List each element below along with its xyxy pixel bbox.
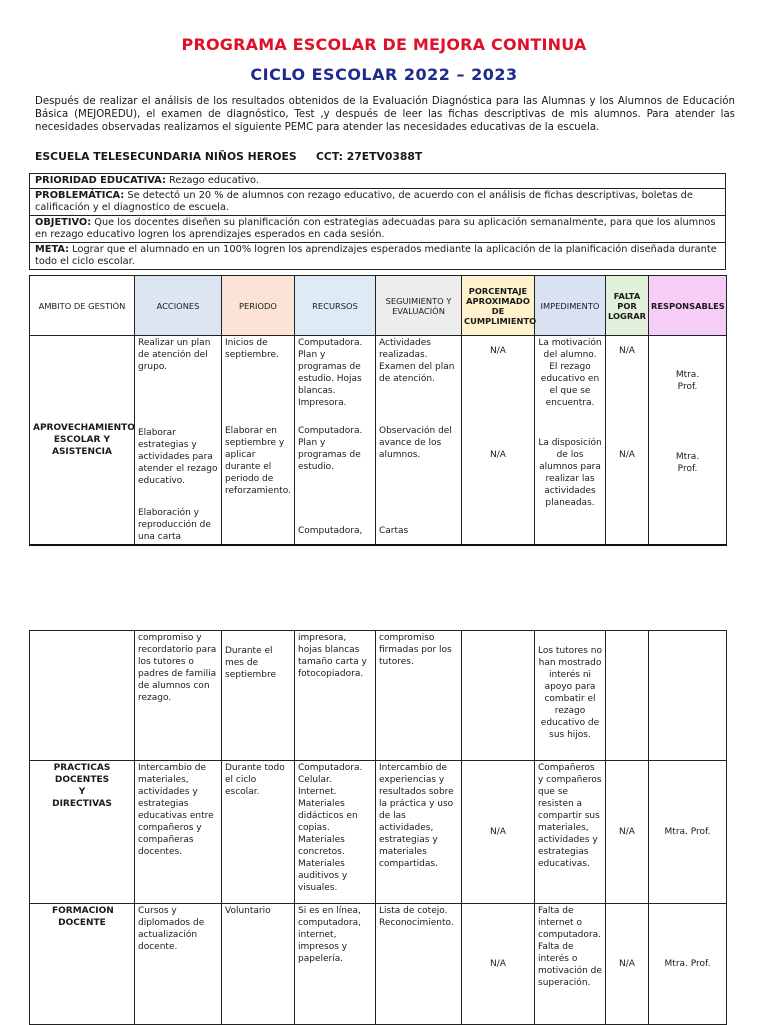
header-recursos: RECURSOS (295, 276, 376, 336)
section2-periodo: Durante el mes de septiembre (222, 631, 295, 761)
section1-recurso-3: Computadora, (298, 526, 363, 536)
header-seguimiento: SEGUIMIENTO Y EVALUACIÓN (376, 276, 462, 336)
section1-recursos (295, 336, 376, 546)
section1-responsables (649, 336, 727, 546)
header-ambito: AMBITO DE GESTIÓN (30, 276, 135, 336)
section4-acciones: Cursos y diplomados de actualización docente. (135, 904, 222, 1025)
section2-row (30, 631, 727, 761)
section1-seguimiento-3: Cartas (379, 526, 409, 536)
header-row (30, 276, 727, 336)
section3-seguimiento: Intercambio de experiencias y resultados sobre la práctica y uso de las actividades, estrategias y materiales compartidas. (376, 761, 462, 904)
section3-falta: N/A (606, 761, 649, 904)
section2-responsables (649, 631, 727, 761)
section3-porcentaje: N/A (462, 761, 535, 904)
section1-porcentaje-2: N/A (490, 450, 506, 460)
section4-recursos: Si es en línea, computadora, internet, impresos y papelería. (295, 904, 376, 1025)
section3-recursos: Computadora. Celular. Internet. Materiales didácticos en copias. Materiales concretos. Materiales auditivos y visuales. (295, 761, 376, 904)
section3-impedimento: Compañeros y compañeros que se resisten a compartir sus materiales, actividades y estrategias educativas. (535, 761, 606, 904)
section2-recursos: impresora, hojas blancas tamaño carta y fotocopiadora. (295, 631, 376, 761)
section4-falta: N/A (606, 904, 649, 1025)
section1-responsable-1: Mtra. Prof. (675, 370, 700, 392)
section1-periodo-1: Inicios de septiembre. (225, 338, 279, 360)
section1-responsable-2: Mtra. Prof. (675, 452, 700, 474)
problematica-label: PROBLEMÁTICA: (35, 190, 125, 201)
section1-porcentaje-1: N/A (490, 346, 506, 356)
section1-row (30, 336, 727, 546)
intro-paragraph: Después de realizar el análisis de los resultados obtenidos de la Evaluación Diagnóstica para las Alumnas y los Alumnos de Educación Básica (MEJOREDU), el examen de diagnóstico, Test ,y después de leer las fichas descriptivas de mis alumnos. Para atender las necesidades observadas realizamos el siguiente PEMC para atender las necesidades educativas de la escuela. (35, 96, 735, 133)
objetivo-label: OBJETIVO: (35, 217, 92, 228)
section2-impedimento: Los tutores no han mostrado interés ni apoyo para combatir el rezago educativo de sus hijos. (535, 631, 606, 761)
school-cct: CCT: 27ETV0388T (316, 150, 423, 163)
section3-row (30, 761, 727, 904)
header-impedimento: IMPEDIMENTO (535, 276, 606, 336)
section1-falta (606, 336, 649, 546)
section4-seguimiento: Lista de cotejo. Reconocimiento. (376, 904, 462, 1025)
section1-impedimento-2: La disposición de los alumnos para realizar las actividades planeadas. (538, 438, 602, 508)
section2-porcentaje (462, 631, 535, 761)
section3-acciones: Intercambio de materiales, actividades y estrategias educativas entre compañeros y compañeras docentes. (135, 761, 222, 904)
section1-periodo-2: Elaborar en septiembre y aplicar durante el periodo de reforzamiento. (225, 426, 291, 496)
info-table (29, 173, 726, 270)
document-title: PROGRAMA ESCOLAR DE MEJORA CONTINUA (181, 35, 587, 54)
section4-row (30, 904, 727, 1025)
section1-recurso-2: Computadora. Plan y programas de estudio. (298, 426, 363, 472)
section4-impedimento: Falta de internet o computadora. Falta de interés o motivación de superación. (535, 904, 606, 1025)
header-falta: FALTA POR LOGRAR (606, 276, 649, 336)
header-responsables: RESPONSABLES (649, 276, 727, 336)
document-subtitle: CICLO ESCOLAR 2022 – 2023 (250, 65, 518, 84)
problematica-value: Se detectó un 20 % de alumnos con rezago educativo, de acuerdo con el análisis de fichas descriptivas, boletas de calificación y el diagnostico de escuela. (35, 190, 693, 213)
section1-seguimiento (376, 336, 462, 546)
prioridad-label: PRIORIDAD EDUCATIVA: (35, 175, 166, 186)
problematica-row (30, 189, 726, 216)
section1-accion-3: Elaboración y reproducción de una carta (138, 508, 211, 542)
section1-accion-2: Elaborar estrategias y actividades para atender el rezago educativo. (138, 428, 218, 486)
section1-impedimento (535, 336, 606, 546)
section1-porcentaje (462, 336, 535, 546)
school-name: ESCUELA TELESECUNDARIA NIÑOS HEROES (35, 150, 297, 163)
section1-accion-1: Realizar un plan de atención del grupo. (138, 338, 211, 372)
meta-label: META: (35, 244, 70, 255)
section2-seguimiento: compromiso firmadas por los tutores. (376, 631, 462, 761)
pemc-table-1 (29, 275, 727, 546)
section3-responsables: Mtra. Prof. (649, 761, 727, 904)
section2-acciones: compromiso y recordatorio para los tutores o padres de familia de alumnos con rezago. (135, 631, 222, 761)
pemc-table-2 (29, 630, 727, 1025)
section4-responsables: Mtra. Prof. (649, 904, 727, 1025)
header-periodo: PERIODO (222, 276, 295, 336)
section1-seguimiento-1: Actividades realizadas. Examen del plan de atención. (379, 338, 455, 384)
prioridad-row (30, 174, 726, 189)
section4-ambito: FORMACION DOCENTE (30, 904, 135, 1025)
meta-value: Lograr que el alumnado en un 100% logren los aprendizajes esperados mediante la aplicación de la planificación diseñada durante todo el ciclo escolar. (35, 244, 717, 267)
section1-recurso-1: Computadora. Plan y programas de estudio. Hojas blancas. Impresora. (298, 338, 363, 408)
section1-periodo (222, 336, 295, 546)
section1-falta-2: N/A (619, 450, 635, 460)
objetivo-value: Que los docentes diseñen su planificación con estrategias adecuadas para su aplicación semanalmente, para que los alumnos en rezago educativo logren los aprendizajes esperados en cada sesión. (35, 217, 716, 240)
section1-falta-1: N/A (619, 346, 635, 356)
header-porcentaje: PORCENTAJE APROXIMADO DE CUMPLIMIENTO (462, 276, 535, 336)
section1-impedimento-1: La motivación del alumno. El rezago educativo en el que se encuentra. (538, 338, 602, 408)
section2-falta (606, 631, 649, 761)
section2-ambito (30, 631, 135, 761)
objetivo-row (30, 216, 726, 243)
meta-row (30, 243, 726, 270)
header-acciones: ACCIONES (135, 276, 222, 336)
section3-periodo: Durante todo el ciclo escolar. (222, 761, 295, 904)
section1-seguimiento-2: Observación del avance de los alumnos. (379, 426, 452, 460)
section3-ambito: PRACTICAS DOCENTES Y DIRECTIVAS (30, 761, 135, 904)
section4-porcentaje: N/A (462, 904, 535, 1025)
section4-periodo: Voluntario (222, 904, 295, 1025)
prioridad-value: Rezago educativo. (165, 175, 259, 186)
section1-ambito: APROVECHAMIENTO ESCOLAR Y ASISTENCIA (30, 336, 135, 546)
section1-acciones (135, 336, 222, 546)
